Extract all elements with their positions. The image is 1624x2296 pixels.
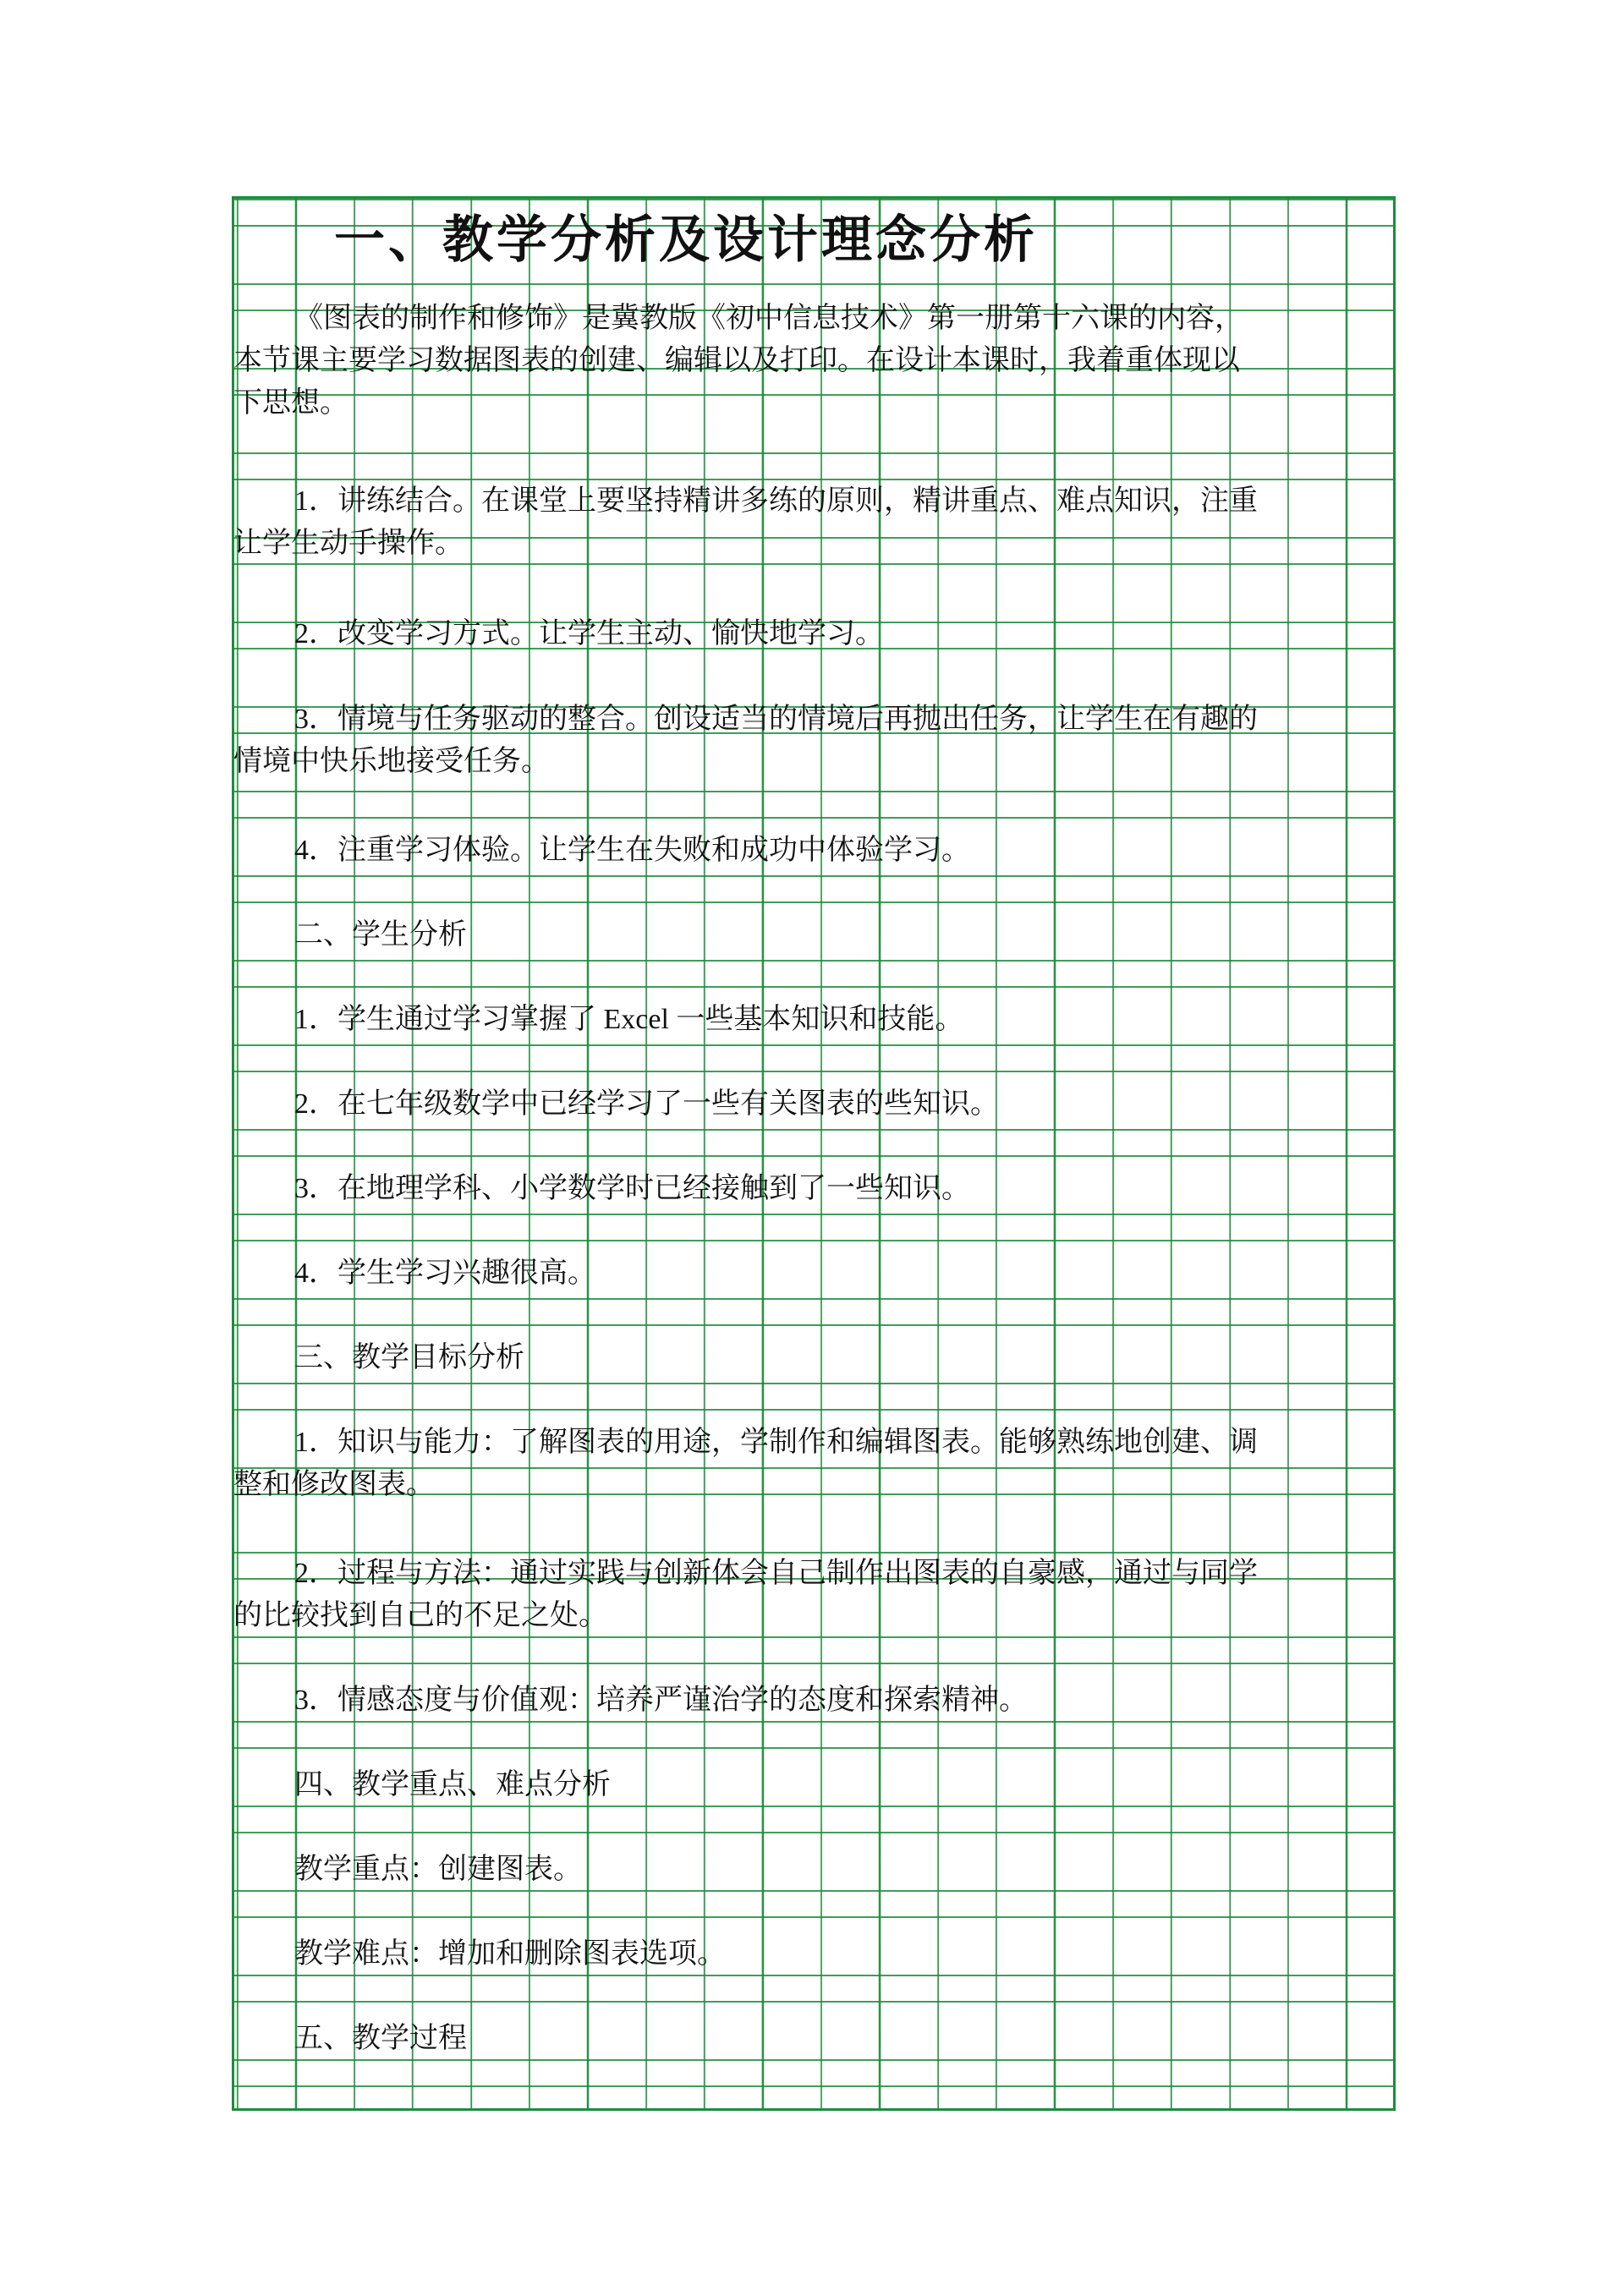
text-line: 2．在七年级数学中已经学习了一些有关图表的些知识。: [294, 1088, 999, 1120]
paragraph-objective-3: [233, 1680, 1394, 1722]
paragraph-point-1: [233, 480, 1394, 565]
paragraph-student-1: [233, 999, 1394, 1041]
text-line: 四、教学重点、难点分析: [294, 1769, 611, 1800]
paragraph-student-4: [233, 1252, 1394, 1295]
section-heading-objectives: [233, 1337, 1394, 1379]
text-line: 4．注重学习体验。让学生在失败和成功中体验学习。: [294, 835, 970, 866]
text-line: 本节课主要学习数据图表的创建、编辑以及打印。在设计本课时，我着重体现以: [233, 345, 1240, 376]
paragraph-difficult-point: [233, 1933, 1394, 1975]
section-heading-key-points: [233, 1764, 1394, 1806]
paragraph-objective-1: [233, 1422, 1394, 1506]
text-line: 2．改变学习方式。让学生主动、愉快地学习。: [294, 618, 884, 649]
text-line: 整和修改图表。: [233, 1469, 435, 1500]
text-line: 《图表的制作和修饰》是冀教版《初中信息技术》第一册第十六课的内容，: [294, 303, 1243, 334]
paragraph-intro: [233, 298, 1394, 425]
text-line: 的比较找到自己的不足之处。: [233, 1600, 607, 1631]
text-line: 3．在地理学科、小学数学时已经接触到了一些知识。: [294, 1173, 970, 1204]
paragraph-point-2: [233, 613, 1394, 655]
paragraph-point-4: [233, 830, 1394, 872]
text-line: 1．知识与能力：了解图表的用途，学制作和编辑图表。能够熟练地创建、调: [294, 1427, 1258, 1458]
paragraph-point-3: [233, 699, 1394, 783]
text-line: 3．情境与任务驱动的整合。创设适当的情境后再抛出任务，让学生在有趣的: [294, 704, 1258, 735]
text-line: 1．讲练结合。在课堂上要坚持精讲多练的原则，精讲重点、难点知识，注重: [294, 485, 1258, 517]
text-line: 三、教学目标分析: [294, 1342, 524, 1373]
text-line: 教学重点：创建图表。: [294, 1854, 582, 1885]
text-line: 下思想。: [233, 387, 348, 419]
text-line: 3．情感态度与价值观：培养严谨治学的态度和探索精神。: [294, 1685, 1028, 1716]
text-line: 1．学生通过学习掌握了 Excel 一些基本知识和技能。: [294, 1004, 964, 1035]
text-line: 4．学生学习兴趣很高。: [294, 1258, 596, 1289]
paragraph-student-3: [233, 1168, 1394, 1210]
text-line: 让学生动手操作。: [233, 528, 464, 559]
text-line: 五、教学过程: [294, 2023, 467, 2054]
text-line: 情境中快乐地接受任务。: [233, 746, 550, 777]
section-heading-process: [233, 2018, 1394, 2060]
text-line: 2．过程与方法：通过实践与创新体会自己制作出图表的自豪感，通过与同学: [294, 1558, 1258, 1589]
paragraph-student-2: [233, 1083, 1394, 1126]
document-title: 一、教学分析及设计理念分析: [334, 211, 1038, 270]
text-line: 二、学生分析: [294, 919, 467, 951]
paragraph-key-point: [233, 1849, 1394, 1891]
paragraph-objective-2: [233, 1553, 1394, 1637]
section-heading-student-analysis: [233, 914, 1394, 956]
text-line: 教学难点：增加和删除图表选项。: [294, 1938, 726, 1970]
